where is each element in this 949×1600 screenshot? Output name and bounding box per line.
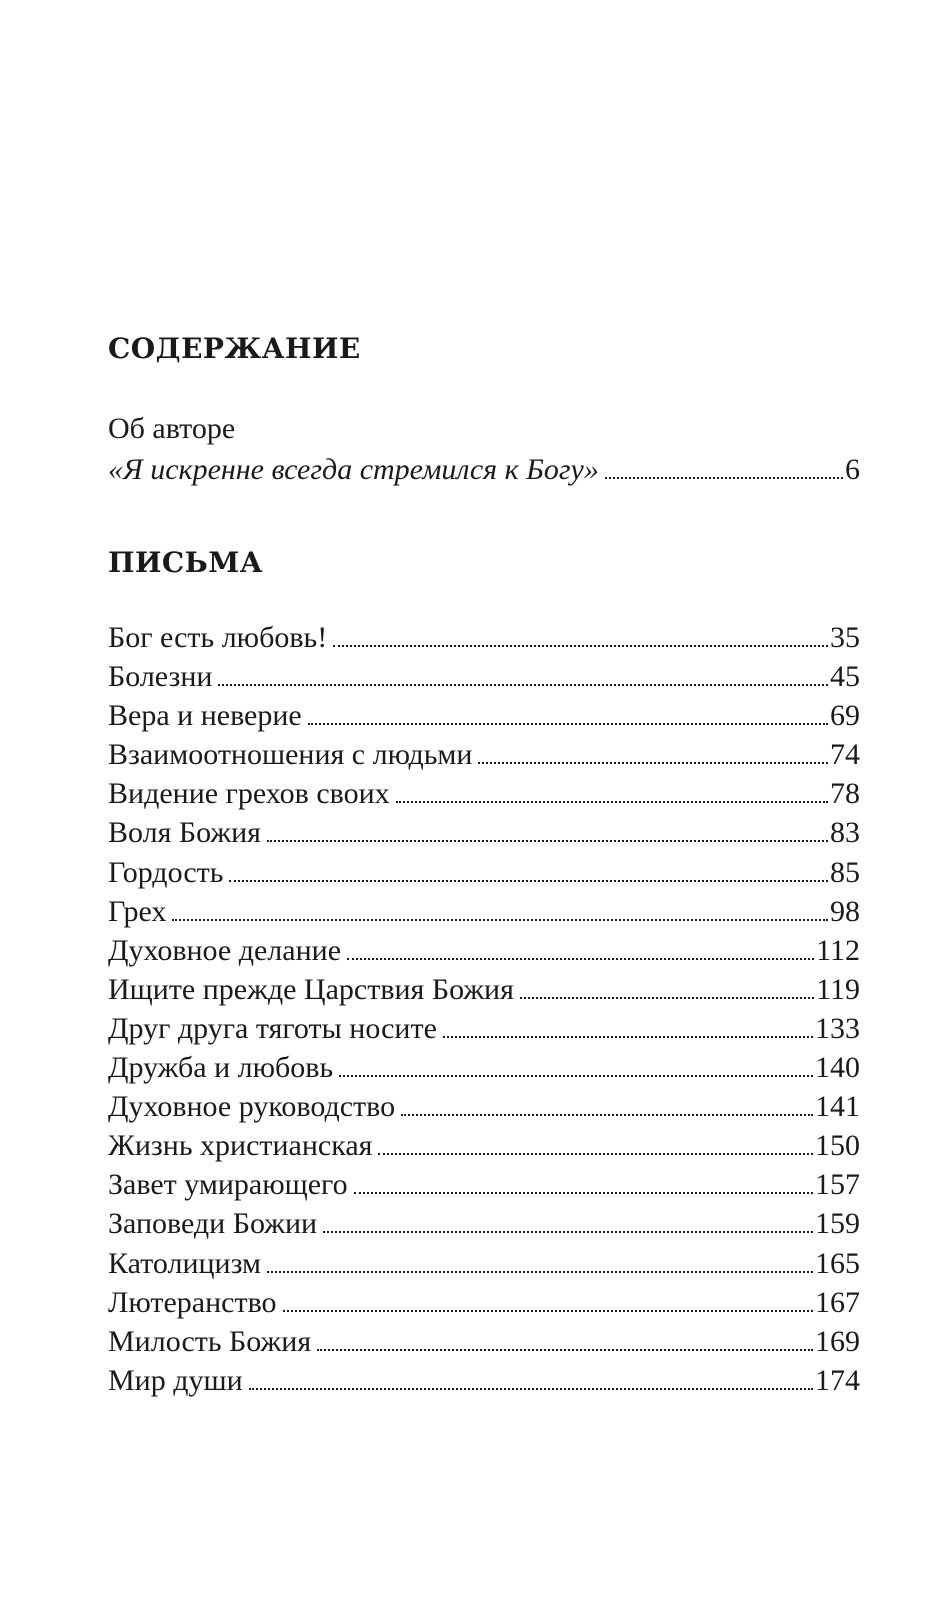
toc-entry-page: 140 (815, 1051, 860, 1085)
toc-entry-page: 119 (816, 972, 860, 1006)
toc-entry-page: 69 (830, 699, 860, 733)
toc-entry-title: Духовное делание (108, 933, 342, 967)
toc-entry-page: 159 (815, 1207, 860, 1241)
toc-entry-title: Ищите прежде Царствия Божия (108, 972, 514, 1006)
toc-entry-page: 157 (815, 1168, 860, 1202)
letters-heading: ПИСЬМА (108, 546, 264, 579)
about-author-label: Об авторе (108, 412, 236, 445)
dot-leader (339, 1075, 813, 1077)
dot-leader (308, 723, 828, 725)
toc-entry-about[interactable] (108, 452, 860, 488)
toc-entry-title: Завет умирающего (108, 1168, 348, 1202)
dot-leader (333, 645, 828, 647)
toc-entry[interactable] (108, 1087, 860, 1126)
toc-entry[interactable] (108, 892, 860, 931)
toc-entry[interactable] (108, 1165, 860, 1204)
toc-entry[interactable] (108, 1009, 860, 1048)
toc-entry-page: 45 (830, 660, 860, 694)
toc-entry-page: 35 (830, 621, 860, 654)
toc-entry-title: Заповеди Божии (108, 1207, 318, 1241)
toc-entry[interactable] (108, 931, 860, 970)
toc-entry[interactable] (108, 853, 860, 892)
toc-entry[interactable] (108, 657, 860, 696)
toc-entry[interactable] (108, 696, 860, 735)
toc-entry[interactable] (108, 1361, 860, 1400)
toc-entry-title: Католицизм (108, 1246, 262, 1280)
dot-leader (401, 1114, 813, 1116)
toc-entry-page: 150 (815, 1129, 860, 1163)
toc-entry[interactable] (108, 970, 860, 1009)
dot-leader (478, 762, 828, 764)
toc-entry-page: 167 (815, 1285, 860, 1319)
toc-entry[interactable] (108, 1244, 860, 1283)
toc-entry-title: Бог есть любовь! (108, 621, 328, 654)
toc-entry-page: 133 (815, 1011, 860, 1045)
toc-entry-title: Грех (108, 894, 167, 928)
toc-entry-page: 74 (830, 738, 860, 772)
toc-entry-page: 174 (815, 1363, 860, 1397)
dot-leader (172, 919, 828, 921)
toc-entry-title: Милость Божия (108, 1324, 312, 1358)
toc-entry[interactable] (108, 1204, 860, 1243)
toc-entry-title: Лютеранство (108, 1285, 277, 1319)
toc-entry-page: 85 (830, 855, 860, 889)
toc-entry[interactable] (108, 1322, 860, 1361)
toc-entry[interactable] (108, 1126, 860, 1165)
dot-leader (267, 840, 828, 842)
toc-entry-page: 98 (830, 894, 860, 928)
dot-leader (354, 1192, 813, 1194)
dot-leader (267, 1271, 813, 1273)
dot-leader (317, 1349, 813, 1351)
toc-entry-title: Жизнь христианская (108, 1129, 373, 1163)
dot-leader (520, 997, 814, 999)
toc-entry-title: Вера и неверие (108, 699, 302, 733)
toc-entry-title: Дружба и любовь (108, 1051, 334, 1085)
toc-entry[interactable] (108, 735, 860, 774)
toc-entry-title: Духовное руководство (108, 1090, 396, 1124)
toc-entry-page: 165 (815, 1246, 860, 1280)
dot-leader (378, 1153, 813, 1155)
toc-entry-page: 141 (815, 1090, 860, 1124)
dot-leader (218, 684, 828, 686)
dot-leader (283, 1310, 813, 1312)
toc-entry-title: Взаимоотношения с людьми (108, 738, 473, 772)
contents-heading: СОДЕРЖАНИЕ (108, 332, 361, 365)
toc-entry[interactable] (108, 813, 860, 852)
toc-entry-title: «Я искренне всегда стремился к Богу» (108, 453, 599, 486)
dot-leader (249, 1388, 813, 1390)
dot-leader (347, 958, 814, 960)
toc-entry-title: Воля Божия (108, 816, 261, 850)
toc-entry-page: 6 (845, 453, 860, 486)
toc-entry-title: Болезни (108, 660, 213, 694)
dot-leader (443, 1036, 813, 1038)
toc-entry-title: Гордость (108, 855, 224, 889)
dot-leader (323, 1231, 813, 1233)
toc-entry-page: 78 (830, 777, 860, 811)
toc-entry[interactable] (108, 1048, 860, 1087)
toc-entry-page: 112 (816, 933, 860, 967)
dot-leader (605, 477, 843, 479)
toc-entry-title: Друг друга тяготы носите (108, 1011, 437, 1045)
toc-entry[interactable] (108, 618, 860, 657)
dot-leader (229, 880, 828, 882)
toc-entry[interactable] (108, 1283, 860, 1322)
toc-entry-title: Мир души (108, 1363, 243, 1397)
toc-entry-page: 169 (815, 1324, 860, 1358)
toc-entry[interactable] (108, 774, 860, 813)
toc-entry-page: 83 (830, 816, 860, 850)
dot-leader (396, 801, 828, 803)
toc-list (0, 618, 949, 1400)
toc-entry-title: Видение грехов своих (108, 777, 390, 811)
